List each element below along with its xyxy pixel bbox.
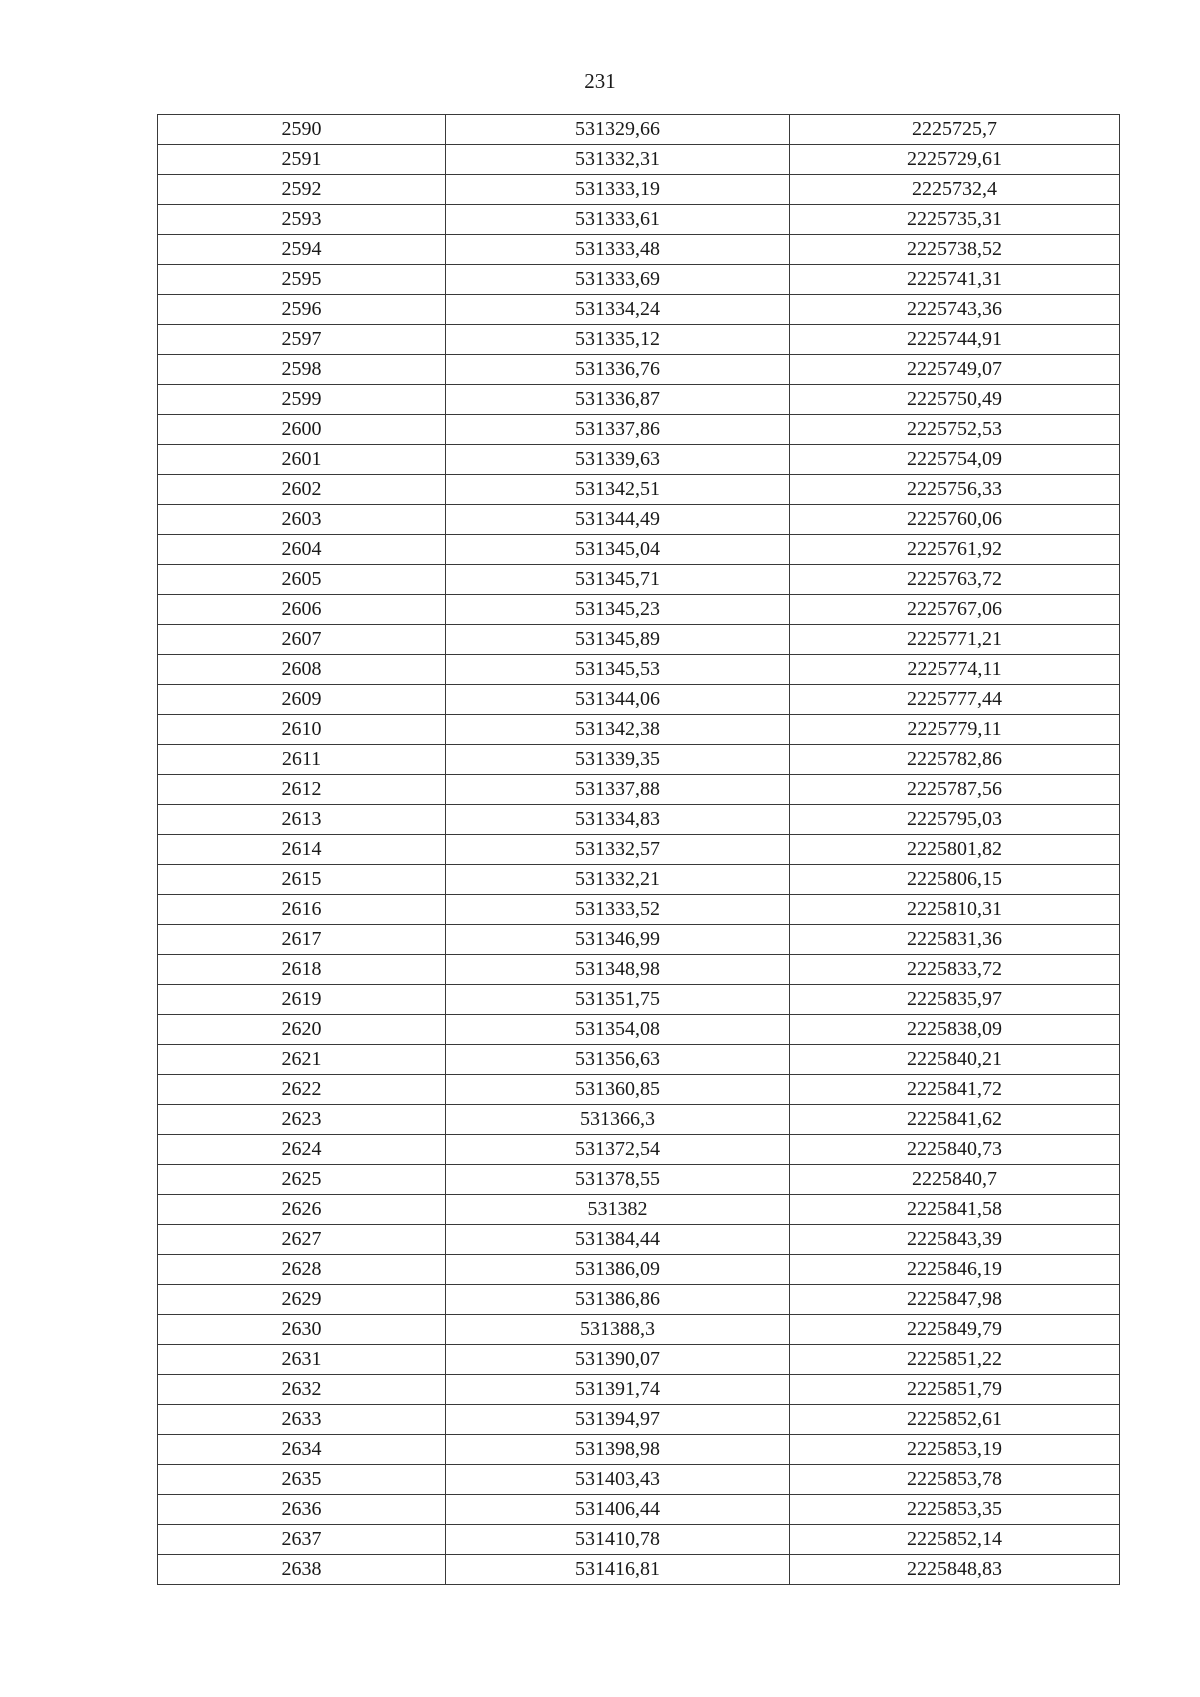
y-coordinate-cell: 2225851,79 xyxy=(790,1375,1120,1405)
table-row xyxy=(158,1015,1120,1045)
point-number-cell: 2610 xyxy=(158,715,446,745)
point-number-cell: 2620 xyxy=(158,1015,446,1045)
x-coordinate-cell: 531345,04 xyxy=(446,535,790,565)
y-coordinate-cell: 2225741,31 xyxy=(790,265,1120,295)
x-coordinate-cell: 531382 xyxy=(446,1195,790,1225)
y-coordinate-cell: 2225843,39 xyxy=(790,1225,1120,1255)
y-coordinate-cell: 2225840,21 xyxy=(790,1045,1120,1075)
x-coordinate-cell: 531339,35 xyxy=(446,745,790,775)
x-coordinate-cell: 531391,74 xyxy=(446,1375,790,1405)
y-coordinate-cell: 2225779,11 xyxy=(790,715,1120,745)
y-coordinate-cell: 2225838,09 xyxy=(790,1015,1120,1045)
point-number-cell: 2632 xyxy=(158,1375,446,1405)
table-row xyxy=(158,1165,1120,1195)
table-row xyxy=(158,295,1120,325)
point-number-cell: 2600 xyxy=(158,415,446,445)
point-number-cell: 2628 xyxy=(158,1255,446,1285)
x-coordinate-cell: 531332,21 xyxy=(446,865,790,895)
x-coordinate-cell: 531360,85 xyxy=(446,1075,790,1105)
table-row xyxy=(158,1465,1120,1495)
table-row xyxy=(158,265,1120,295)
point-number-cell: 2596 xyxy=(158,295,446,325)
x-coordinate-cell: 531332,57 xyxy=(446,835,790,865)
coordinates-table-body xyxy=(158,115,1120,1585)
x-coordinate-cell: 531354,08 xyxy=(446,1015,790,1045)
point-number-cell: 2611 xyxy=(158,745,446,775)
x-coordinate-cell: 531351,75 xyxy=(446,985,790,1015)
table-row xyxy=(158,1525,1120,1555)
point-number-cell: 2619 xyxy=(158,985,446,1015)
table-row xyxy=(158,385,1120,415)
x-coordinate-cell: 531345,23 xyxy=(446,595,790,625)
x-coordinate-cell: 531337,88 xyxy=(446,775,790,805)
point-number-cell: 2599 xyxy=(158,385,446,415)
y-coordinate-cell: 2225735,31 xyxy=(790,205,1120,235)
table-row xyxy=(158,1105,1120,1135)
x-coordinate-cell: 531329,66 xyxy=(446,115,790,145)
y-coordinate-cell: 2225749,07 xyxy=(790,355,1120,385)
table-row xyxy=(158,1195,1120,1225)
y-coordinate-cell: 2225841,58 xyxy=(790,1195,1120,1225)
table-row xyxy=(158,1045,1120,1075)
point-number-cell: 2603 xyxy=(158,505,446,535)
point-number-cell: 2593 xyxy=(158,205,446,235)
table-row xyxy=(158,235,1120,265)
table-row xyxy=(158,565,1120,595)
x-coordinate-cell: 531372,54 xyxy=(446,1135,790,1165)
table-row xyxy=(158,325,1120,355)
y-coordinate-cell: 2225849,79 xyxy=(790,1315,1120,1345)
point-number-cell: 2631 xyxy=(158,1345,446,1375)
y-coordinate-cell: 2225750,49 xyxy=(790,385,1120,415)
y-coordinate-cell: 2225853,35 xyxy=(790,1495,1120,1525)
table-row xyxy=(158,925,1120,955)
y-coordinate-cell: 2225754,09 xyxy=(790,445,1120,475)
y-coordinate-cell: 2225756,33 xyxy=(790,475,1120,505)
x-coordinate-cell: 531333,19 xyxy=(446,175,790,205)
x-coordinate-cell: 531403,43 xyxy=(446,1465,790,1495)
table-row xyxy=(158,835,1120,865)
y-coordinate-cell: 2225767,06 xyxy=(790,595,1120,625)
x-coordinate-cell: 531416,81 xyxy=(446,1555,790,1585)
x-coordinate-cell: 531345,53 xyxy=(446,655,790,685)
y-coordinate-cell: 2225835,97 xyxy=(790,985,1120,1015)
table-row xyxy=(158,895,1120,925)
y-coordinate-cell: 2225840,7 xyxy=(790,1165,1120,1195)
y-coordinate-cell: 2225771,21 xyxy=(790,625,1120,655)
y-coordinate-cell: 2225795,03 xyxy=(790,805,1120,835)
y-coordinate-cell: 2225760,06 xyxy=(790,505,1120,535)
table-row xyxy=(158,745,1120,775)
point-number-cell: 2614 xyxy=(158,835,446,865)
y-coordinate-cell: 2225732,4 xyxy=(790,175,1120,205)
x-coordinate-cell: 531394,97 xyxy=(446,1405,790,1435)
x-coordinate-cell: 531336,87 xyxy=(446,385,790,415)
x-coordinate-cell: 531333,52 xyxy=(446,895,790,925)
table-row xyxy=(158,1405,1120,1435)
x-coordinate-cell: 531333,61 xyxy=(446,205,790,235)
x-coordinate-cell: 531356,63 xyxy=(446,1045,790,1075)
point-number-cell: 2615 xyxy=(158,865,446,895)
table-row xyxy=(158,1225,1120,1255)
point-number-cell: 2605 xyxy=(158,565,446,595)
y-coordinate-cell: 2225777,44 xyxy=(790,685,1120,715)
table-row xyxy=(158,445,1120,475)
x-coordinate-cell: 531342,51 xyxy=(446,475,790,505)
point-number-cell: 2635 xyxy=(158,1465,446,1495)
table-row xyxy=(158,1375,1120,1405)
point-number-cell: 2622 xyxy=(158,1075,446,1105)
x-coordinate-cell: 531348,98 xyxy=(446,955,790,985)
point-number-cell: 2629 xyxy=(158,1285,446,1315)
x-coordinate-cell: 531335,12 xyxy=(446,325,790,355)
y-coordinate-cell: 2225841,72 xyxy=(790,1075,1120,1105)
point-number-cell: 2594 xyxy=(158,235,446,265)
y-coordinate-cell: 2225853,78 xyxy=(790,1465,1120,1495)
table-row xyxy=(158,115,1120,145)
table-row xyxy=(158,1555,1120,1585)
table-row xyxy=(158,355,1120,385)
table-row xyxy=(158,1135,1120,1165)
y-coordinate-cell: 2225853,19 xyxy=(790,1435,1120,1465)
table-row xyxy=(158,205,1120,235)
table-row xyxy=(158,1075,1120,1105)
x-coordinate-cell: 531342,38 xyxy=(446,715,790,745)
point-number-cell: 2624 xyxy=(158,1135,446,1165)
x-coordinate-cell: 531386,09 xyxy=(446,1255,790,1285)
y-coordinate-cell: 2225782,86 xyxy=(790,745,1120,775)
x-coordinate-cell: 531345,89 xyxy=(446,625,790,655)
y-coordinate-cell: 2225801,82 xyxy=(790,835,1120,865)
y-coordinate-cell: 2225833,72 xyxy=(790,955,1120,985)
point-number-cell: 2630 xyxy=(158,1315,446,1345)
point-number-cell: 2638 xyxy=(158,1555,446,1585)
x-coordinate-cell: 531344,06 xyxy=(446,685,790,715)
table-row xyxy=(158,655,1120,685)
point-number-cell: 2625 xyxy=(158,1165,446,1195)
y-coordinate-cell: 2225752,53 xyxy=(790,415,1120,445)
point-number-cell: 2609 xyxy=(158,685,446,715)
point-number-cell: 2590 xyxy=(158,115,446,145)
x-coordinate-cell: 531333,69 xyxy=(446,265,790,295)
y-coordinate-cell: 2225743,36 xyxy=(790,295,1120,325)
table-row xyxy=(158,865,1120,895)
x-coordinate-cell: 531384,44 xyxy=(446,1225,790,1255)
table-row xyxy=(158,955,1120,985)
table-row xyxy=(158,1495,1120,1525)
table-row xyxy=(158,685,1120,715)
y-coordinate-cell: 2225729,61 xyxy=(790,145,1120,175)
point-number-cell: 2606 xyxy=(158,595,446,625)
table-row xyxy=(158,505,1120,535)
table-row xyxy=(158,175,1120,205)
point-number-cell: 2634 xyxy=(158,1435,446,1465)
x-coordinate-cell: 531388,3 xyxy=(446,1315,790,1345)
x-coordinate-cell: 531366,3 xyxy=(446,1105,790,1135)
x-coordinate-cell: 531390,07 xyxy=(446,1345,790,1375)
y-coordinate-cell: 2225787,56 xyxy=(790,775,1120,805)
table-row xyxy=(158,625,1120,655)
point-number-cell: 2637 xyxy=(158,1525,446,1555)
point-number-cell: 2598 xyxy=(158,355,446,385)
x-coordinate-cell: 531406,44 xyxy=(446,1495,790,1525)
table-row xyxy=(158,1345,1120,1375)
table-row xyxy=(158,985,1120,1015)
point-number-cell: 2612 xyxy=(158,775,446,805)
table-row xyxy=(158,475,1120,505)
point-number-cell: 2633 xyxy=(158,1405,446,1435)
y-coordinate-cell: 2225852,61 xyxy=(790,1405,1120,1435)
y-coordinate-cell: 2225761,92 xyxy=(790,535,1120,565)
point-number-cell: 2626 xyxy=(158,1195,446,1225)
point-number-cell: 2601 xyxy=(158,445,446,475)
y-coordinate-cell: 2225831,36 xyxy=(790,925,1120,955)
point-number-cell: 2607 xyxy=(158,625,446,655)
y-coordinate-cell: 2225852,14 xyxy=(790,1525,1120,1555)
x-coordinate-cell: 531339,63 xyxy=(446,445,790,475)
x-coordinate-cell: 531344,49 xyxy=(446,505,790,535)
x-coordinate-cell: 531410,78 xyxy=(446,1525,790,1555)
table-row xyxy=(158,535,1120,565)
y-coordinate-cell: 2225725,7 xyxy=(790,115,1120,145)
coordinates-table xyxy=(157,114,1120,1585)
x-coordinate-cell: 531346,99 xyxy=(446,925,790,955)
table-row xyxy=(158,595,1120,625)
table-row xyxy=(158,805,1120,835)
y-coordinate-cell: 2225763,72 xyxy=(790,565,1120,595)
table-row xyxy=(158,1435,1120,1465)
y-coordinate-cell: 2225744,91 xyxy=(790,325,1120,355)
point-number-cell: 2592 xyxy=(158,175,446,205)
y-coordinate-cell: 2225848,83 xyxy=(790,1555,1120,1585)
x-coordinate-cell: 531333,48 xyxy=(446,235,790,265)
point-number-cell: 2591 xyxy=(158,145,446,175)
y-coordinate-cell: 2225841,62 xyxy=(790,1105,1120,1135)
point-number-cell: 2608 xyxy=(158,655,446,685)
y-coordinate-cell: 2225840,73 xyxy=(790,1135,1120,1165)
table-row xyxy=(158,1255,1120,1285)
y-coordinate-cell: 2225806,15 xyxy=(790,865,1120,895)
page-number: 231 xyxy=(584,69,616,93)
table-row xyxy=(158,1315,1120,1345)
x-coordinate-cell: 531334,83 xyxy=(446,805,790,835)
y-coordinate-cell: 2225810,31 xyxy=(790,895,1120,925)
point-number-cell: 2613 xyxy=(158,805,446,835)
x-coordinate-cell: 531386,86 xyxy=(446,1285,790,1315)
y-coordinate-cell: 2225774,11 xyxy=(790,655,1120,685)
point-number-cell: 2636 xyxy=(158,1495,446,1525)
x-coordinate-cell: 531332,31 xyxy=(446,145,790,175)
table-row xyxy=(158,145,1120,175)
point-number-cell: 2602 xyxy=(158,475,446,505)
table-row xyxy=(158,775,1120,805)
point-number-cell: 2597 xyxy=(158,325,446,355)
y-coordinate-cell: 2225851,22 xyxy=(790,1345,1120,1375)
y-coordinate-cell: 2225847,98 xyxy=(790,1285,1120,1315)
x-coordinate-cell: 531378,55 xyxy=(446,1165,790,1195)
x-coordinate-cell: 531398,98 xyxy=(446,1435,790,1465)
x-coordinate-cell: 531345,71 xyxy=(446,565,790,595)
y-coordinate-cell: 2225738,52 xyxy=(790,235,1120,265)
table-row xyxy=(158,415,1120,445)
point-number-cell: 2627 xyxy=(158,1225,446,1255)
point-number-cell: 2616 xyxy=(158,895,446,925)
x-coordinate-cell: 531334,24 xyxy=(446,295,790,325)
x-coordinate-cell: 531336,76 xyxy=(446,355,790,385)
point-number-cell: 2604 xyxy=(158,535,446,565)
point-number-cell: 2621 xyxy=(158,1045,446,1075)
y-coordinate-cell: 2225846,19 xyxy=(790,1255,1120,1285)
table-row xyxy=(158,1285,1120,1315)
point-number-cell: 2623 xyxy=(158,1105,446,1135)
table-row xyxy=(158,715,1120,745)
x-coordinate-cell: 531337,86 xyxy=(446,415,790,445)
point-number-cell: 2595 xyxy=(158,265,446,295)
point-number-cell: 2617 xyxy=(158,925,446,955)
point-number-cell: 2618 xyxy=(158,955,446,985)
